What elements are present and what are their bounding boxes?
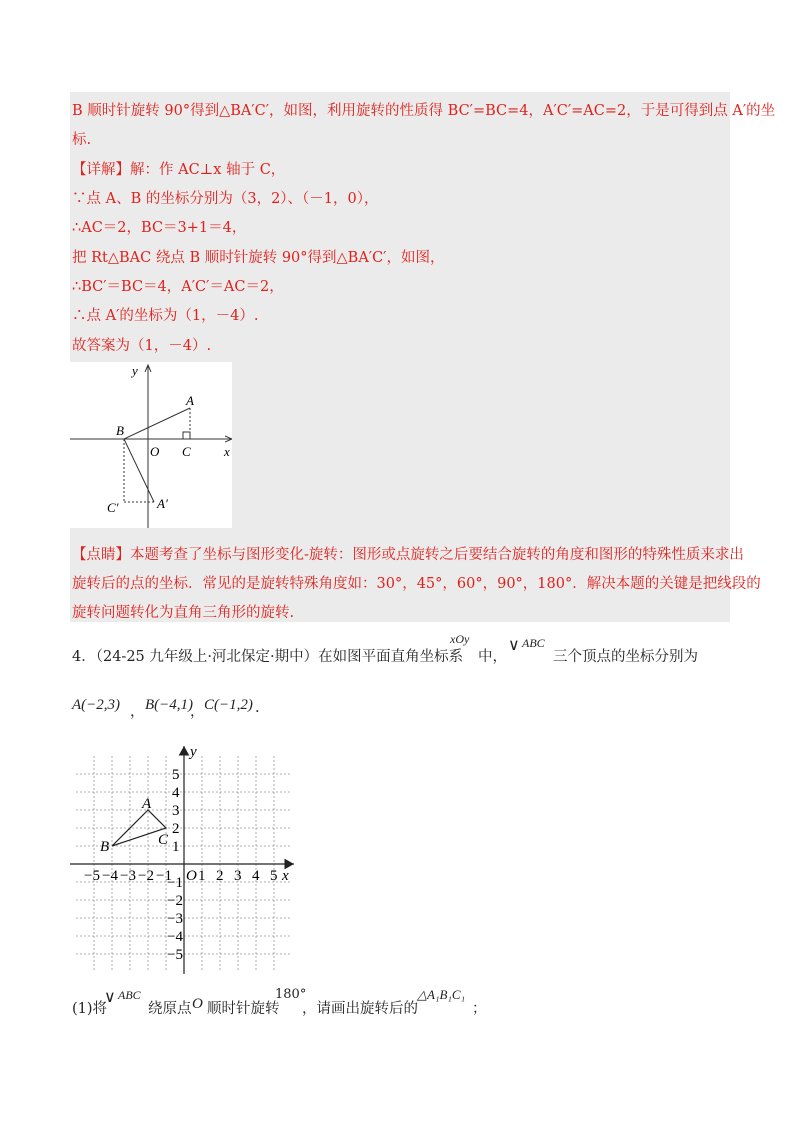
y-tick-label: 5 (172, 767, 180, 783)
solution-line-8: ∴点 A′的坐标为（1，－4）. (72, 308, 259, 324)
solution-line-2: 标. (72, 132, 92, 148)
fig1-origin: O (150, 444, 160, 459)
end-period: . (255, 700, 260, 716)
part1-angle: 180° (275, 987, 307, 1002)
segment-ba (124, 408, 190, 439)
y-tick-label: 1 (172, 839, 180, 855)
fig1-point-c: C (182, 444, 191, 459)
fig1-point-b: B (116, 423, 124, 438)
vertex-a: A (142, 796, 152, 812)
coordinate-grid (70, 742, 302, 974)
triangle-symbol: ∨ (508, 635, 520, 654)
question-mid: 中， (478, 649, 507, 665)
sep-2: ， (190, 704, 205, 720)
vertex-b: B (100, 839, 110, 855)
comment-line-1: 【点睛】本题考查了坐标与图形变化-旋转：图形或点旋转之后要结合旋转的角度和图形的特殊性质来求出 (72, 547, 744, 563)
solution-line-9: 故答案为（1，－4）. (72, 338, 212, 354)
x-tick-label: 4 (252, 868, 260, 884)
grid-x-label: x (282, 868, 289, 884)
y-tick-label: −5 (167, 947, 183, 963)
point-b-coord: B(−4,1) (145, 697, 194, 713)
x-tick-label: −4 (102, 868, 118, 884)
rotation-figure (70, 362, 232, 528)
y-tick-label: 3 (172, 803, 180, 819)
solution-line-3: 【详解】解：作 AC⊥x 轴于 C， (72, 162, 286, 178)
comment-line-2: 旋转后的点的坐标．常见的是旋转特殊角度如：30°，45°，60°，90°，180°．解决本题的关键是把线段的 (72, 576, 761, 592)
vertex-c: C (158, 832, 169, 848)
triangle-name: ABC (522, 636, 545, 650)
part1-result-triangle: △A₁B₁C₁ (417, 987, 466, 1002)
x-tick-label: 2 (216, 868, 224, 884)
y-tick-label: 4 (172, 785, 180, 801)
grid-origin: O (186, 868, 197, 884)
point-a-coord: A(−2,3) (72, 697, 121, 713)
right-angle-mark (183, 432, 190, 439)
solution-line-1: B 顺时针旋转 90°得到△BA′C′，如图，利用旋转的性质得 BC′=BC=4，A′C′=AC=2，于是可得到点 A′的坐 (72, 103, 776, 119)
x-tick-label: 3 (234, 868, 242, 884)
solution-line-6: 把 Rt△BAC 绕点 B 顺时针旋转 90°得到△BA′C′，如图， (72, 250, 445, 266)
question-tail: 三个顶点的坐标分别为 (553, 649, 698, 665)
solution-line-5: ∴AC＝2，BC＝3+1＝4， (72, 220, 247, 236)
x-tick-label: 5 (270, 868, 278, 884)
y-tick-label: −3 (167, 911, 183, 927)
comment-line-3: 旋转问题转化为直角三角形的旋转. (72, 605, 295, 621)
fig1-point-c-prime: C′ (107, 500, 119, 515)
x-tick-label: 1 (198, 868, 206, 884)
coord-system-name: xOy (450, 632, 470, 646)
question-stem: 4．（24-25 九年级上·河北保定·期中）在如图平面直角坐标系 (72, 649, 464, 665)
part1-end: ； (472, 1001, 487, 1017)
y-tick-label: −4 (167, 929, 183, 945)
part1-triangle-name: ABC (118, 988, 141, 1002)
grid-y-label: y (190, 744, 197, 760)
x-tick-label: −5 (84, 868, 100, 884)
sep-1: ， (130, 704, 145, 720)
part1-origin: O (192, 996, 203, 1012)
part1-rotation: 顺时针旋转 (207, 1001, 280, 1017)
solution-line-7: ∴BC′＝BC＝4，A′C′＝AC＝2， (72, 279, 284, 295)
x-tick-label: −3 (120, 868, 136, 884)
y-tick-label: 2 (172, 821, 180, 837)
part1-prefix: (1)将 (72, 1001, 108, 1017)
x-tick-label: −2 (138, 868, 154, 884)
fig1-y-label: y (132, 363, 138, 378)
solution-line-4: ∵点 A、B 的坐标分别为（3，2）、（－1，0）， (72, 191, 379, 207)
x-tick-label: −1 (156, 868, 172, 884)
point-c-coord: C(−1,2) (204, 697, 253, 713)
y-tick-label: −1 (167, 875, 183, 891)
part1-triangle-symbol: ∨ (104, 987, 116, 1006)
fig1-point-a-prime: A′ (157, 496, 168, 511)
fig1-point-a: A (186, 393, 194, 408)
part1-mid: 绕原点 (148, 1001, 192, 1017)
fig1-x-label: x (224, 444, 230, 459)
part1-tail: ，请画出旋转后的 (302, 1001, 418, 1017)
y-tick-label: −2 (167, 893, 183, 909)
